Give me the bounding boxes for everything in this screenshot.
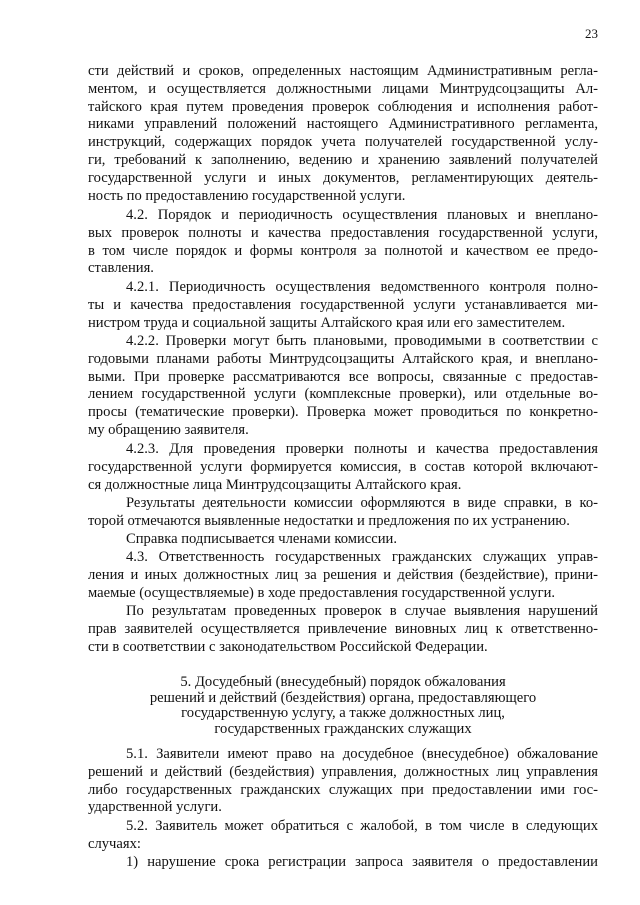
heading-line: решений и действий (бездействия) органа, предоставляющего [149,689,537,706]
text-line: никами управлений положений настоящего Административного регламента, [88,116,598,133]
paragraph-4-3 [88,549,598,602]
text-line: 4.2. Порядок и периодичность осуществления плановых и внеплано- [126,207,598,223]
text-line: либо государственных гражданских служащих при предоставлении ими гос- [88,781,598,798]
section-heading [88,675,598,737]
text-line: ставления. [88,260,154,277]
text-line: инструкций, содержащих порядок учета получателей государственной услу- [88,134,598,151]
text-line: ты и качества предоставления государственной услуги устанавливается ми- [88,296,598,313]
text-line: случаях: [88,835,141,852]
text-line: сти в соответствии с законодательством Российской Федерации. [88,638,488,655]
text-line: По результатам проведенных проверок в случае выявления нарушений [126,603,598,619]
text-line: выми. При проверке рассматриваются все вопросы, связанные с предостав- [88,368,598,385]
heading-line: государственную услугу, а также должностных лиц, [181,705,505,721]
text-line: 5.2. Заявитель может обратиться с жалобой, в том числе в следующих [126,818,598,834]
text-line: государственной услуги формируется комиссия, в состав которой включают- [88,458,598,475]
text-line: маемые (осуществляемые) в ходе предоставления государственной услуги. [88,584,556,601]
text-line: тайского края путем проведения проверок соблюдения и исполнения работ- [88,98,598,115]
text-line: торой отмечаются выявленные недостатки и предложения по их устранению. [88,512,570,529]
text-line: сти действий и сроков, определенных настоящим Административным регла- [88,63,598,79]
text-line: прав заявителей осуществляется привлечение виновных лиц к ответственно- [88,620,598,637]
list-item-1 [88,854,598,872]
heading-line: 5. Досудебный (внесудебный) порядок обжалования [180,674,506,690]
paragraph-5-1 [88,746,598,817]
paragraph-liability [88,603,598,656]
text-line: 4.2.2. Проверки могут быть плановыми, проводимыми в соответствии с [126,333,598,349]
paragraph-results [88,495,598,531]
paragraph-4-2 [88,207,598,278]
text-line: ударственной услуги. [88,799,222,816]
text-line: 1) нарушение срока регистрации запроса заявителя о предоставлении [126,854,598,870]
text-line: ся должностные лица Минтрудсоцзащиты Алтайского края. [88,476,462,493]
text-line: ментом, и осуществляется должностными лицами Минтрудсоцзащиты Ал- [88,80,598,97]
text-line: Результаты деятельности комиссии оформляются в виде справки, в ко- [126,495,598,511]
text-line: решений и действий (бездействия) управления, должностных лиц управления [88,763,598,780]
text-line: ления и иных должностных лиц за решения и действия (бездействие), прини- [88,566,598,583]
heading-line: государственных гражданских служащих [214,720,472,737]
text-line: лением государственной услуги (комплексные проверки), или отдельные во- [88,386,598,403]
page-number: 23 [585,26,598,41]
text-line: просы (тематические проверки). Проверка может проводиться по конкретно- [88,404,598,421]
paragraph-continuation [88,63,598,205]
text-line: 5.1. Заявители имеют право на досудебное (внесудебное) обжалование [126,746,598,762]
text-line: в том числе порядок и формы контроля за полнотой и качеством ее предо- [88,242,598,259]
text-line: государственной услуги и иных документов, регламентирующих деятель- [88,169,598,186]
text-line: вых проверок полноты и качества предоставления государственной услуги, [88,224,598,241]
text-line: 4.2.3. Для проведения проверки полноты и качества предоставления [126,441,598,457]
paragraph-4-2-2 [88,333,598,440]
text-line: нистром труда и социальной защиты Алтайского края или его заместителем. [88,314,566,331]
text-line: 4.3. Ответственность государственных гражданских служащих управ- [126,549,598,565]
text-line: ги, требований к заполнению, ведению и хранению заявлений получателей [88,151,598,168]
text-line: 4.2.1. Периодичность осуществления ведомственного контроля полно- [126,279,598,295]
text-line: му обращению заявителя. [88,421,249,438]
paragraph-4-2-1 [88,279,598,332]
text-line: ность по предоставлению государственной услуги. [88,187,406,204]
paragraph-5-2 [88,818,598,854]
paragraph-signed [88,531,598,549]
paragraph-4-2-3 [88,441,598,494]
text-line: годовыми планами работы Минтрудсоцзащиты Алтайского края, и внеплано- [88,350,598,367]
text-line: Справка подписывается членами комиссии. [126,531,397,547]
